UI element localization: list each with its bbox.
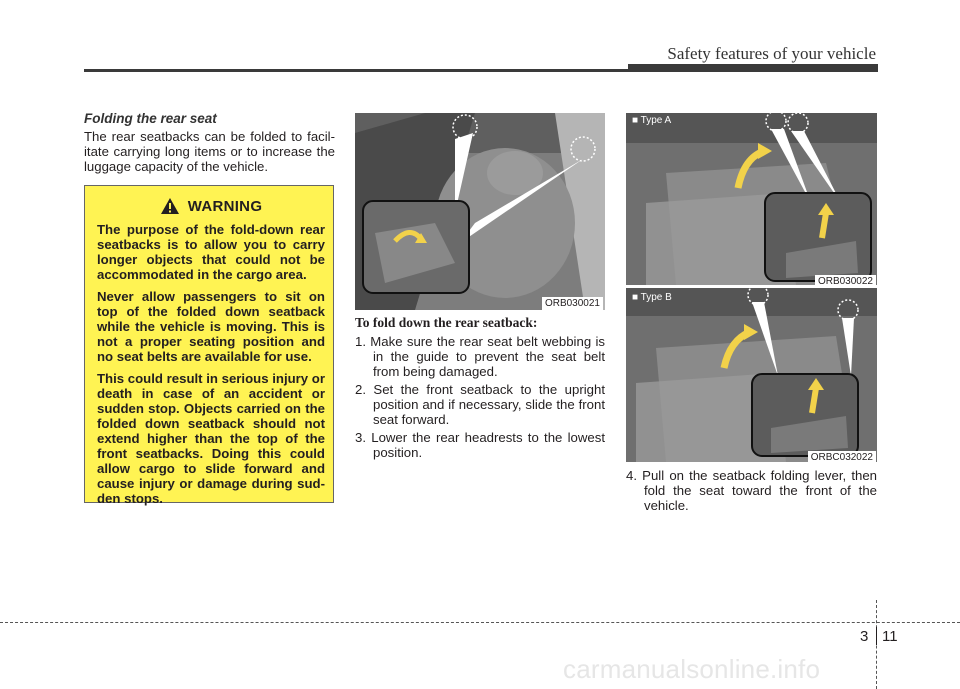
page-number: 11	[882, 628, 898, 645]
procedure-steps-continued	[626, 468, 877, 513]
procedure-heading: To fold down the rear seatback:	[355, 315, 538, 330]
type-a-photo	[626, 113, 877, 285]
figure-code: ORB030021	[542, 297, 603, 310]
figure-code: ORB030022	[815, 275, 876, 288]
type-b-photo	[626, 288, 877, 462]
procedure-step: 4. Pull on the seatback folding lever, then fold the seat toward the front of the vehicle.	[626, 468, 877, 513]
section-title: Folding the rear seat	[84, 111, 217, 126]
warning-box	[84, 185, 334, 506]
warning-title: WARNING	[187, 197, 263, 215]
type-a-illustration	[626, 113, 877, 285]
rear-seat-illustration	[355, 113, 605, 310]
procedure-step: 1. Make sure the rear seat belt webbing is in the guide to prevent the seat belt from being damaged.	[355, 334, 605, 379]
footer-rule	[0, 622, 960, 623]
chapter-number: 3	[860, 628, 869, 645]
procedure-step: 3. Lower the rear headrests to the lowest position.	[355, 430, 605, 460]
warning-header	[97, 197, 325, 215]
header-rule	[84, 69, 878, 72]
figure-code: ORBC032022	[808, 451, 876, 464]
procedure-steps	[355, 334, 605, 460]
page-separator	[876, 627, 877, 645]
warning-paragraph: This could result in serious injury or death in case of an accident or sudden stop. Objects carried on the folded down seatback should not extend higher than the top of the front seatbacks. Doing this could allow cargo to slide forward and cause injury or damage during sud-den stops.	[97, 371, 325, 506]
rear-seat-photo	[355, 113, 605, 310]
running-header: Safety features of your vehicle	[667, 44, 876, 63]
warning-paragraph: Never allow passengers to sit on top of the folded down seatback while the vehicle is moving. This is not a proper seating position and no seat belts are available for use.	[97, 289, 325, 364]
warning-paragraph: The purpose of the fold-down rear seatbacks is to allow you to carry longer objects that could not be accommodated in the cargo area.	[97, 222, 325, 282]
procedure-column	[355, 315, 605, 463]
procedure-step: 2. Set the front seatback to the upright position and if necessary, slide the front seat forward.	[355, 382, 605, 427]
intro-column	[84, 111, 335, 174]
step-four-column	[626, 468, 877, 516]
type-b-illustration	[626, 288, 877, 462]
watermark: carmanualsonline.info	[563, 654, 821, 684]
type-a-label: ■ Type A	[632, 115, 672, 126]
warning-triangle-icon	[160, 197, 180, 215]
intro-text: The rear seatbacks can be folded to facil-itate carrying long items or to increase the luggage capacity of the vehicle.	[84, 129, 335, 174]
type-b-label: ■ Type B	[632, 292, 672, 303]
